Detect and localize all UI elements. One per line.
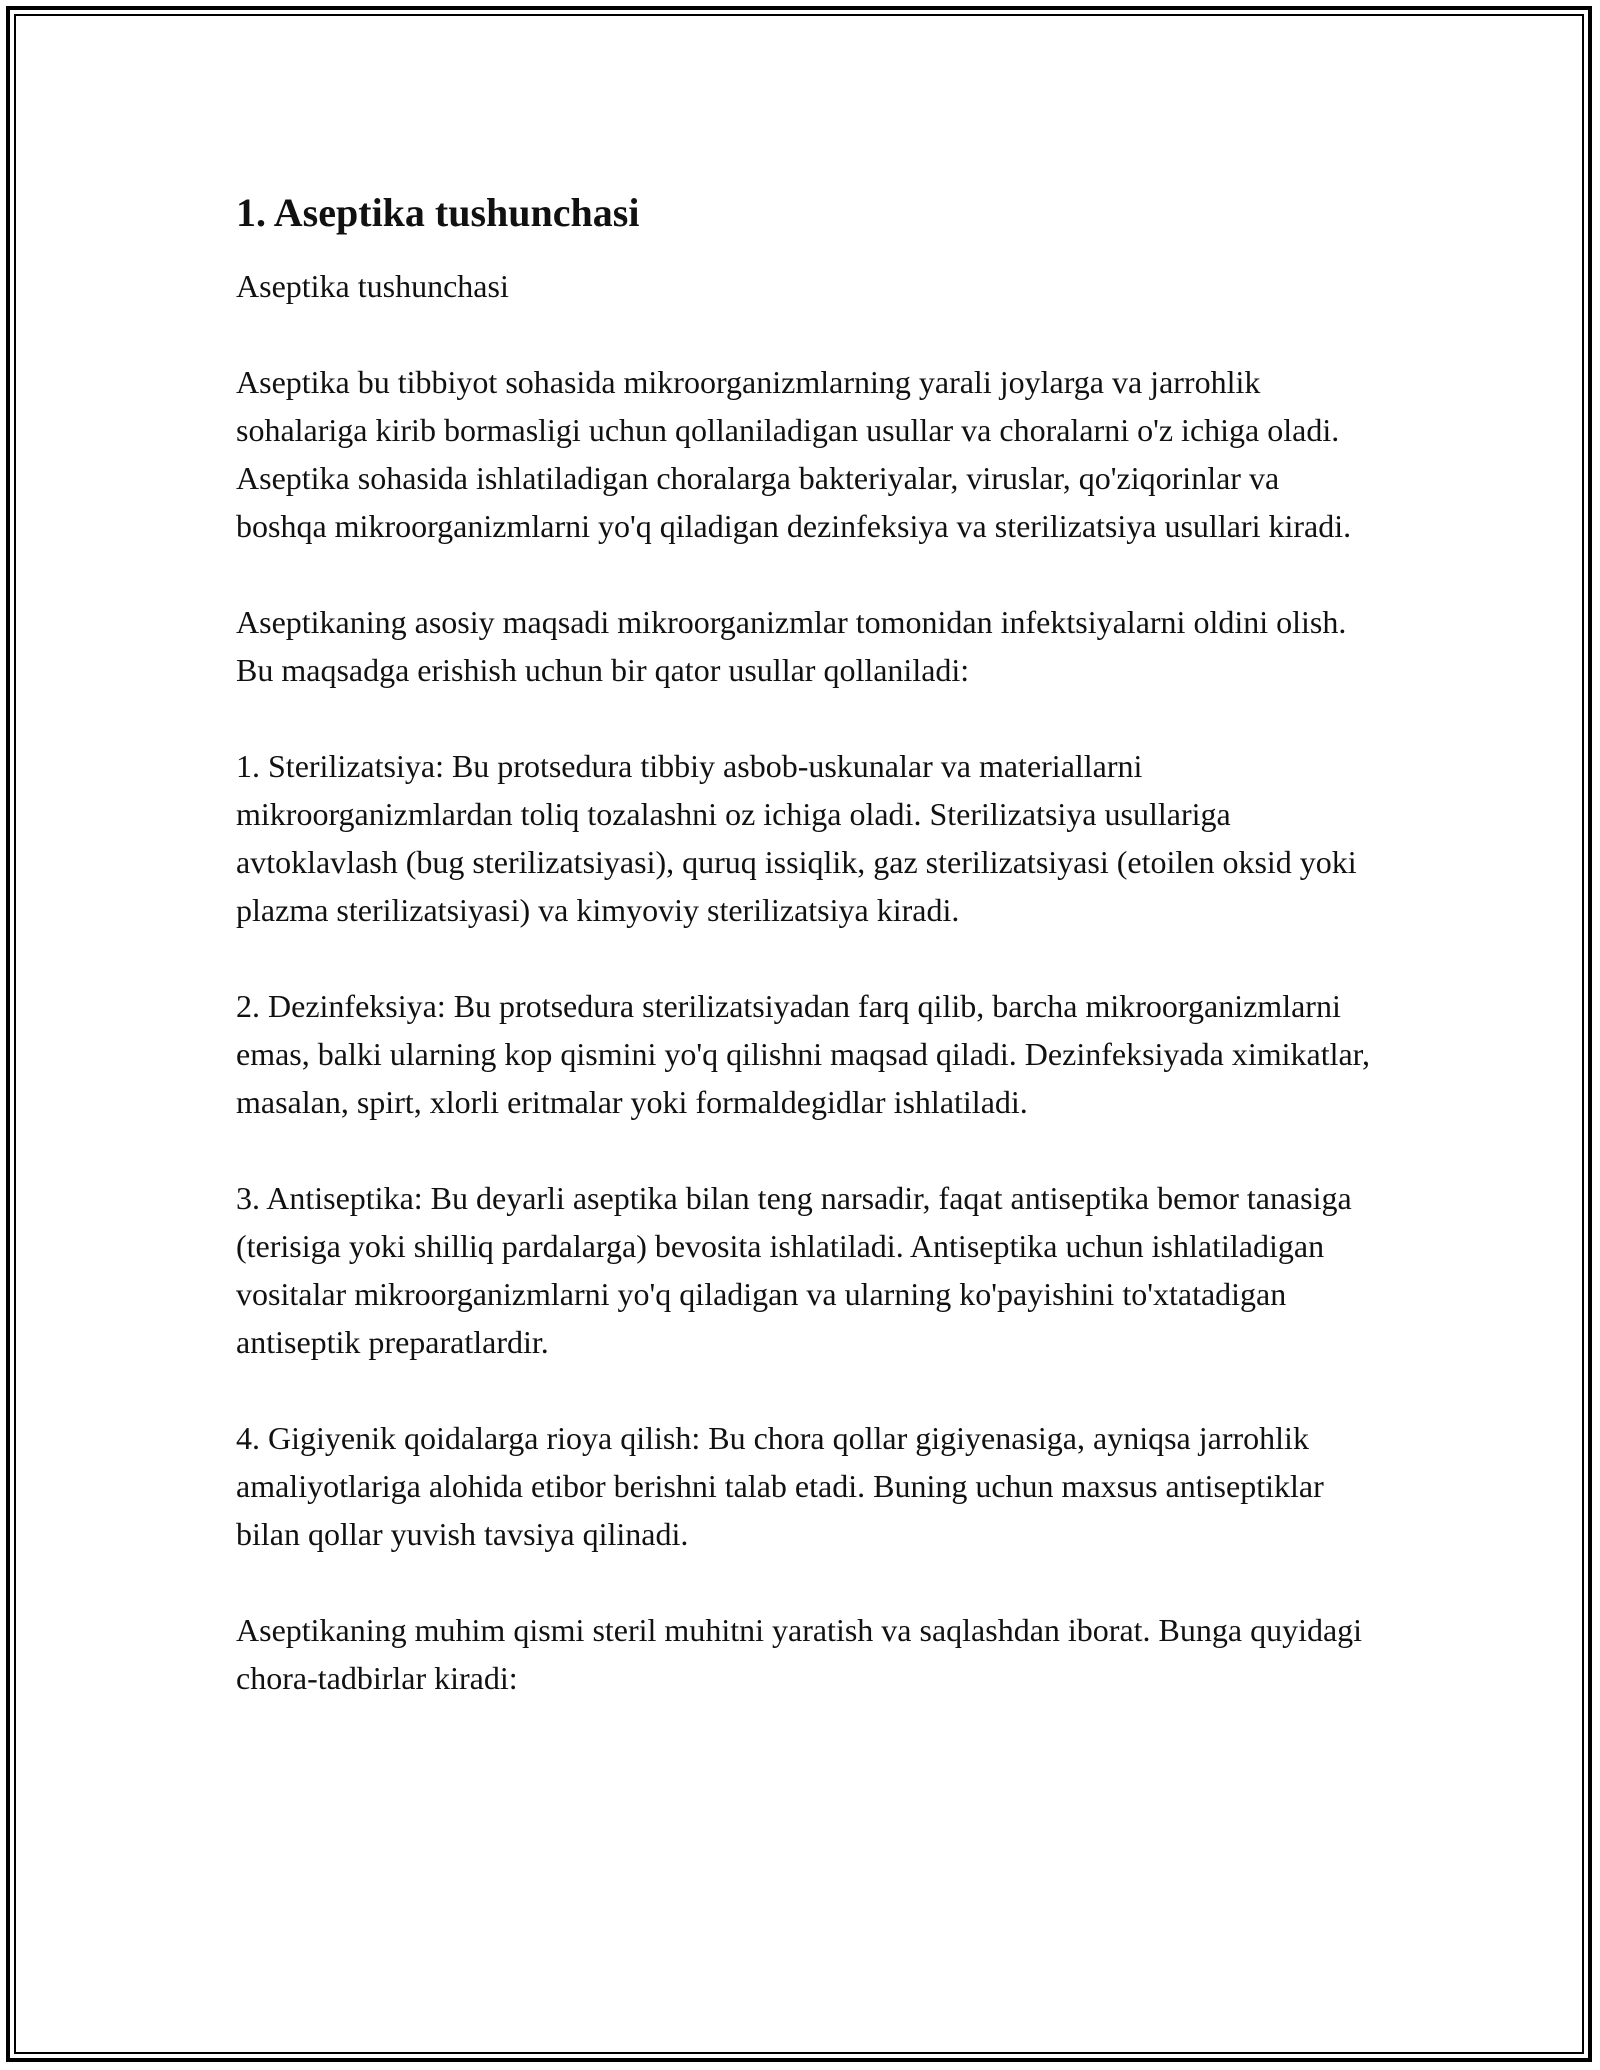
document-body <box>236 188 1376 1750</box>
paragraph-disinfection: 2. Dezinfeksiya: Bu protsedura sterilizatsiyadan farq qilib, barcha mikroorganizmlarni emas, balki ularning kop qismini yo'q qilishni maqsad qiladi. Dezinfeksiyada ximikatlar, masalan, spirt, xlorli eritmalar yoki formaldegidlar ishlatiladi. <box>236 988 1371 1120</box>
paragraph-purpose: Aseptikaning asosiy maqsadi mikroorganizmlar tomonidan infektsiyalarni oldini olish. Bu maqsadga erishish uchun bir qator usullar qollaniladi: <box>236 604 1347 688</box>
section-heading: 1. Aseptika tushunchasi <box>236 190 640 235</box>
paragraph-sterilization: 1. Sterilizatsiya: Bu protsedura tibbiy asbob-uskunalar va materiallarni mikroorganizmlardan toliq tozalashni oz ichiga oladi. Sterilizatsiya usullariga avtoklavlash (bug sterilizatsiyasi), quruq issiqlik, gaz sterilizatsiyasi (etoilen oksid yoki plazma sterilizatsiyasi) va kimyoviy sterilizatsiya kiradi. <box>236 748 1357 928</box>
paragraph-sterile-environment: Aseptikaning muhim qismi steril muhitni yaratish va saqlashdan iborat. Bunga quyidagi chora-tadbirlar kiradi: <box>236 1612 1363 1696</box>
paragraph-antiseptics: 3. Antiseptika: Bu deyarli aseptika bilan teng narsadir, faqat antiseptika bemor tanasiga (terisiga yoki shilliq pardalarga) bevosita ishlatiladi. Antiseptika uchun ishlatiladigan vositalar mikroorganizmlarni yo'q qiladigan va ularning ko'payishini to'xtatadigan antiseptik preparatlardir. <box>236 1180 1352 1360</box>
paragraph-definition: Aseptika bu tibbiyot sohasida mikroorganizmlarning yarali joylarga va jarrohlik sohalariga kirib bormasligi uchun qollaniladigan usullar va choralarni o'z ichiga oladi. Aseptika sohasida ishlatiladigan choralarga bakteriyalar, viruslar, qo'ziqorinlar va boshqa mikroorganizmlarni yo'q qiladigan dezinfeksiya va sterilizatsiya usullari kiradi. <box>236 364 1352 544</box>
paragraph-hygiene: 4. Gigiyenik qoidalarga rioya qilish: Bu chora qollar gigiyenasiga, ayniqsa jarrohlik amaliyotlariga alohida etibor berishni talab etadi. Buning uchun maxsus antiseptiklar bilan qollar yuvish tavsiya qilinadi. <box>236 1420 1324 1552</box>
section-subtitle: Aseptika tushunchasi <box>236 268 509 304</box>
